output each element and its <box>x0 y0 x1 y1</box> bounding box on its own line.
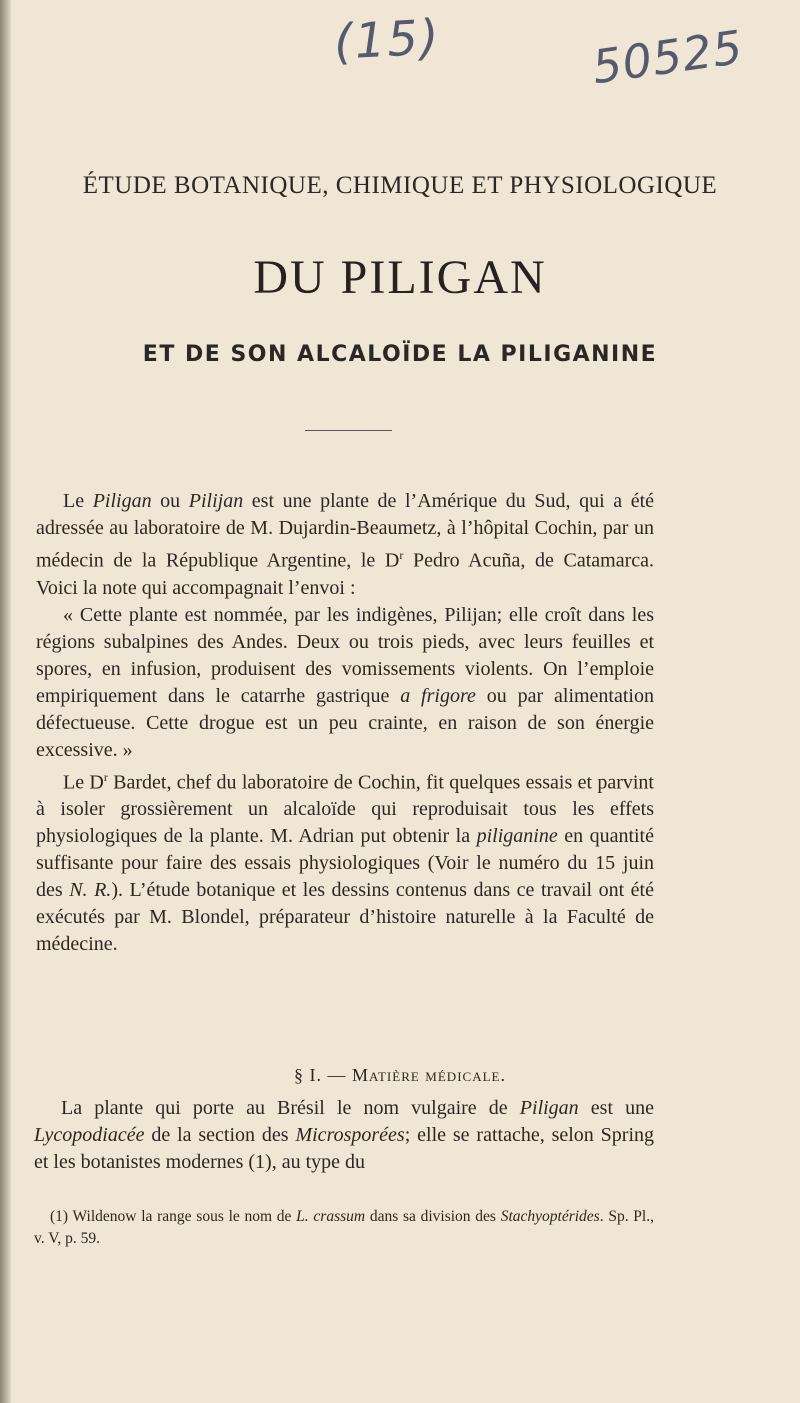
title-divider <box>305 430 392 431</box>
footnote <box>34 1206 654 1250</box>
paragraph-bardet: Le $D^r$ Bardet, chef du laboratoire de Cochin, fit quelques essais et parvint à isoler grossièrement un alcaloïde qui reproduisait tous les effets physiologiques de la plante. M. Adrian put obtenir la piliganine en quantité suffisante pour faire des essais physiologiques (Voir le numéro du 15 juin des N. R.). L’étude botanique et les dessins contenus dans ce travail ont été exécutés par M. Blondel, préparateur d’histoire naturelle à la Faculté de médecine. <box>36 769 654 956</box>
heading-line-1: ÉTUDE BOTANIQUE, CHIMIQUE ET PHYSIOLOGIQUE <box>82 172 718 199</box>
footnote-text: (1) Wildenow la range sous le nom de L. crassum dans sa division des Stachyoptérides. Sp. Pl., v. V, p. 59. <box>34 1208 654 1247</box>
paragraph-matiere-medicale: La plante qui porte au Brésil le nom vulgaire de Piligan est une Lycopodiacée de la section des Microsporées; elle se rattache, selon Spring et les botanistes modernes (1), au type du <box>34 1097 655 1173</box>
heading-subtitle: ET DE SON ALCALOÏDE LA PILIGANINE <box>142 342 658 367</box>
handwritten-page-number: (15) <box>332 9 442 71</box>
paragraph-intro: Le Piligan ou Pilijan est une plante de l’Amérique du Sud, qui a été adressée au laboratoire de M. Dujardin-Beaumetz, à l’hôpital Cochin, par un médecin de la République Argentine, le $D^r$ Pedro Acuña, de Catamarca. Voici la note qui accompagnait l’envoi : <box>36 490 655 599</box>
intro-text <box>36 488 654 958</box>
paragraph-quote: « Cette plante est nommée, par les indigènes, Pilijan; elle croît dans les régions subalpines des Andes. Deux ou trois pieds, avec leurs feuilles et spores, en infusion, produisent des vomissements violents. On l’emploie empiriquement dans le catarrhe gastrique a frigore ou par alimentation défectueuse. Cette drogue est un peu crainte, en raison de son énergie excessive. » <box>36 603 654 761</box>
section-text <box>34 1095 654 1176</box>
page-title: DU PILIGAN <box>253 251 547 304</box>
handwritten-catalog-number: 50525 <box>588 19 747 95</box>
section-heading: § I. — Matière médicale. <box>294 1065 506 1085</box>
page-binding-edge <box>0 0 11 1403</box>
